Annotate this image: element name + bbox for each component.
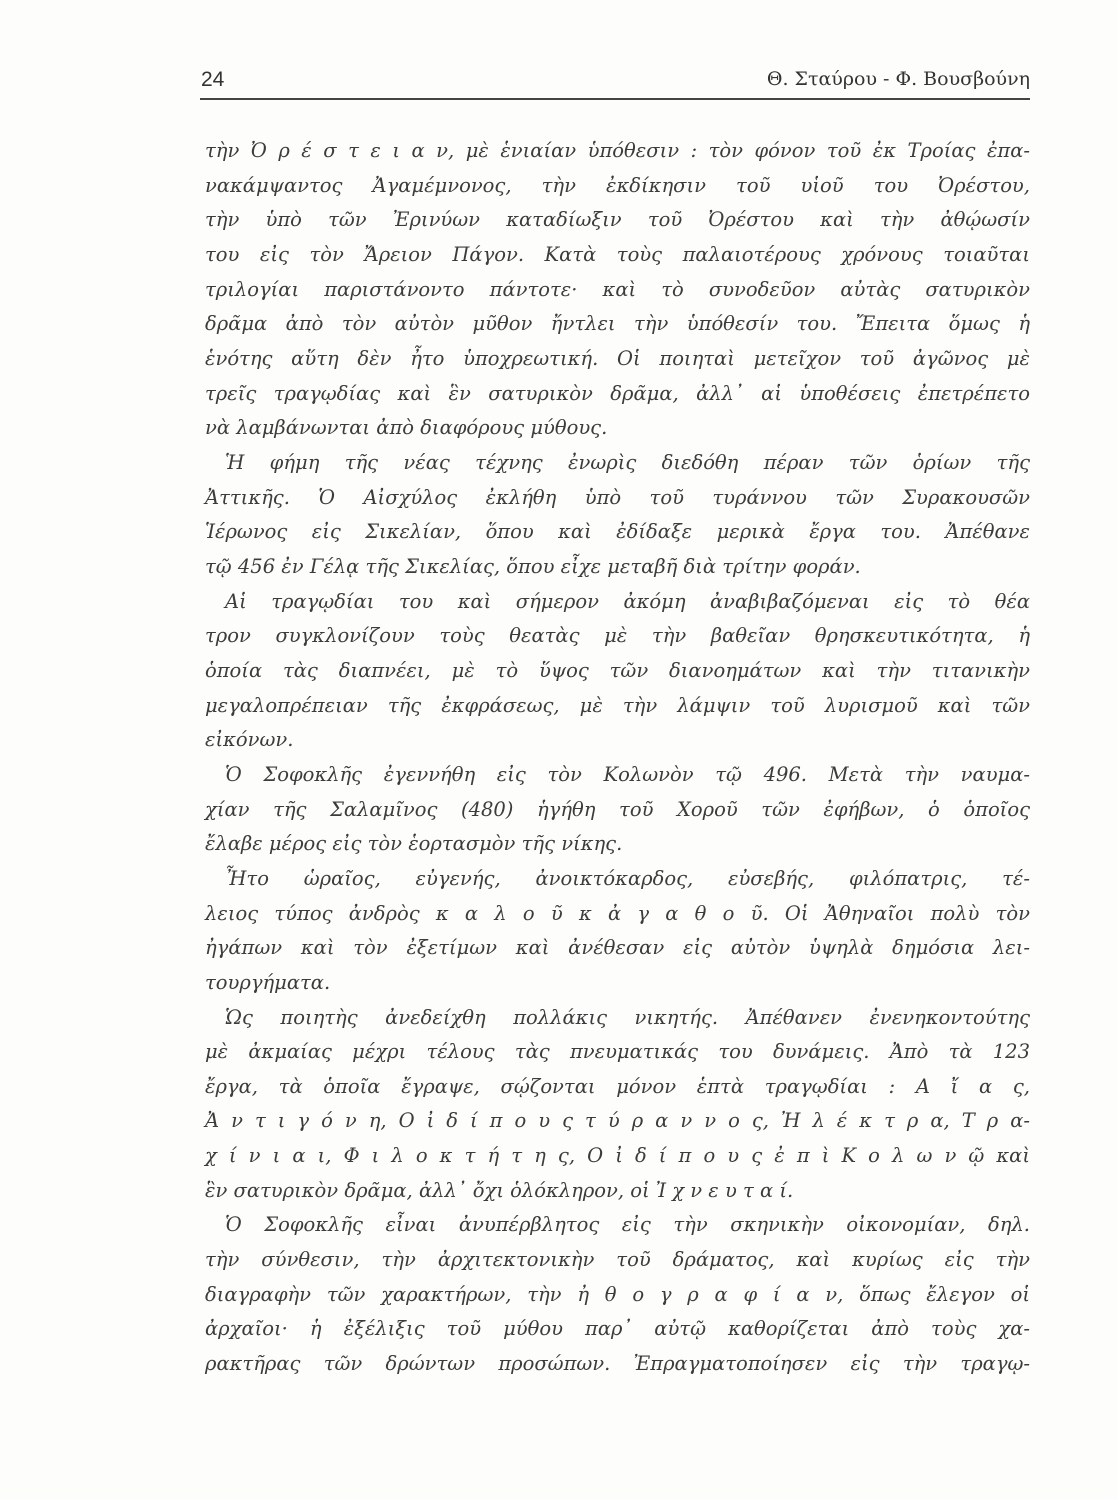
text-line: τρεῖς τραγῳδίας καὶ ἓν σατυρικὸν δρᾶμα, ἀλλ᾽ αἱ ὑποθέσεις ἐπετρέπετο (205, 381, 1030, 405)
text-line: Ὡς ποιητὴς ἀνεδείχθη πολλάκις νικητής. Ἀπέθανεν ἐνενηκοντούτης (225, 1005, 1030, 1029)
text-line: ἔλαβε μέρος εἰς τὸν ἑορτασμὸν τῆς νίκης. (205, 832, 623, 856)
text-line: ἑνότης αὕτη δὲν ἦτο ὑποχρεωτική. Οἱ ποιηταὶ μετεῖχον τοῦ ἀγῶνος μὲ (205, 346, 1030, 370)
text-line: ἔργα, τὰ ὁποῖα ἔγραψε, σῴζονται μόνον ἑπτὰ τραγῳδίαι : Α ἴ α ς, (205, 1074, 1030, 1098)
text-line: Ἀ ν τ ι γ ό ν η, Ο ἰ δ ί π ο υ ς τ ύ ρ α ν ν ο ς, Ἠ λ έ κ τ ρ α, Τ ρ α- (205, 1109, 1030, 1133)
page-number: 24 (201, 68, 225, 91)
text-line: Ὁ Σοφοκλῆς ἐγεννήθη εἰς τὸν Κολωνὸν τῷ 496. Μετὰ τὴν ναυμα- (225, 762, 1030, 786)
text-line: νακάμψαντος Ἀγαμέμνονος, τὴν ἐκδίκησιν τοῦ υἱοῦ του Ὀρέστου, (205, 173, 1030, 197)
text-line: δρᾶμα ἀπὸ τὸν αὐτὸν μῦθον ἤντλει τὴν ὑπόθεσίν του. Ἔπειτα ὅμως ἡ (205, 312, 1030, 336)
text-line: τουργήματα. (205, 970, 331, 994)
text-line: Ἡ φήμη τῆς νέας τέχνης ἐνωρὶς διεδόθη πέραν τῶν ὁρίων τῆς (225, 450, 1030, 474)
text-line: Ἦτο ὡραῖος, εὐγενής, ἀνοικτόκαρδος, εὐσεβής, φιλόπατρις, τέ- (225, 866, 1030, 890)
text-line: λειος τύπος ἀνδρὸς κ α λ ο ῦ κ ἀ γ α θ ο ῦ. Οἱ Ἀθηναῖοι πολὺ τὸν (205, 901, 1030, 925)
text-line: ἀρχαῖοι· ἡ ἐξέλιξις τοῦ μύθου παρ᾽ αὐτῷ καθορίζεται ἀπὸ τοὺς χα- (205, 1317, 1030, 1341)
text-line: εἰκόνων. (205, 728, 294, 752)
text-line: του εἰς τὸν Ἄρειον Πάγον. Κατὰ τοὺς παλαιοτέρους χρόνους τοιαῦται (205, 242, 1030, 266)
text-line: διαγραφὴν τῶν χαρακτήρων, τὴν ἠ θ ο γ ρ α φ ί α ν, ὅπως ἔλεγον οἱ (205, 1282, 1030, 1306)
text-line: Ἱέρωνος εἰς Σικελίαν, ὅπου καὶ ἐδίδαξε μερικὰ ἔργα του. Ἀπέθανε (205, 520, 1030, 544)
text-line: Ὁ Σοφοκλῆς εἶναι ἀνυπέρβλητος εἰς τὴν σκηνικὴν οἰκονομίαν, δηλ. (225, 1213, 1030, 1237)
text-line: ὁποία τὰς διαπνέει, μὲ τὸ ὕψος τῶν διανοημάτων καὶ τὴν τιτανικὴν (205, 658, 1030, 682)
running-title: Θ. Σταύρου - Φ. Βουσβούνη (766, 68, 1030, 90)
text-line: ρακτῆρας τῶν δρώντων προσώπων. Ἐπραγματοποίησεν εἰς τὴν τραγῳ- (205, 1352, 1030, 1376)
text-line: ἠγάπων καὶ τὸν ἐξετίμων καὶ ἀνέθεσαν εἰς αὐτὸν ὑψηλὰ δημόσια λει- (205, 936, 1030, 960)
text-line: μὲ ἀκμαίας μέχρι τέλους τὰς πνευματικάς του δυνάμεις. Ἀπὸ τὰ 123 (205, 1040, 1030, 1064)
text-line: τρον συγκλονίζουν τοὺς θεατὰς μὲ τὴν βαθεῖαν θρησκευτικότητα, ἡ (205, 624, 1030, 648)
text-line: χίαν τῆς Σαλαμῖνος (480) ἡγήθη τοῦ Χοροῦ τῶν ἐφήβων, ὁ ὁποῖος (205, 797, 1030, 821)
text-line: νὰ λαμβάνωνται ἀπὸ διαφόρους μύθους. (205, 416, 608, 440)
text-line: ἓν σατυρικὸν δρᾶμα, ἀλλ᾽ ὄχι ὁλόκληρον, οἱ Ἰ χ ν ε υ τ α ί. (205, 1178, 794, 1202)
text-line: τὴν ὑπὸ τῶν Ἐρινύων καταδίωξιν τοῦ Ὀρέστου καὶ τὴν ἀθῴωσίν (205, 208, 1030, 232)
text-line: τὴν Ὀ ρ έ σ τ ε ι α ν, μὲ ἑνιαίαν ὑπόθεσιν : τὸν φόνον τοῦ ἐκ Τροίας ἐπα- (205, 139, 1030, 162)
text-line: τῷ 456 ἐν Γέλᾳ τῆς Σικελίας, ὅπου εἶχε μεταβῆ διὰ τρίτην φοράν. (205, 554, 861, 578)
text-line: τὴν σύνθεσιν, τὴν ἀρχιτεκτονικὴν τοῦ δράματος, καὶ κυρίως εἰς τὴν (205, 1248, 1030, 1272)
text-line: Αἱ τραγῳδίαι του καὶ σήμερον ἀκόμη ἀναβιβαζόμεναι εἰς τὸ θέα (225, 589, 1030, 613)
text-line: Ἀττικῆς. Ὁ Αἰσχύλος ἐκλήθη ὑπὸ τοῦ τυράννου τῶν Συρακουσῶν (205, 485, 1030, 509)
text-line: χ ί ν ι α ι, Φ ι λ ο κ τ ή τ η ς, Ο ἰ δ ί π ο υ ς ἐ π ὶ Κ ο λ ω ν ῷ καὶ (205, 1144, 1030, 1168)
text-line: τριλογίαι παριστάνοντο πάντοτε· καὶ τὸ συνοδεῦον αὐτὰς σατυρικὸν (205, 277, 1030, 301)
text-line: μεγαλοπρέπειαν τῆς ἐκφράσεως, μὲ τὴν λάμψιν τοῦ λυρισμοῦ καὶ τῶν (205, 693, 1030, 717)
